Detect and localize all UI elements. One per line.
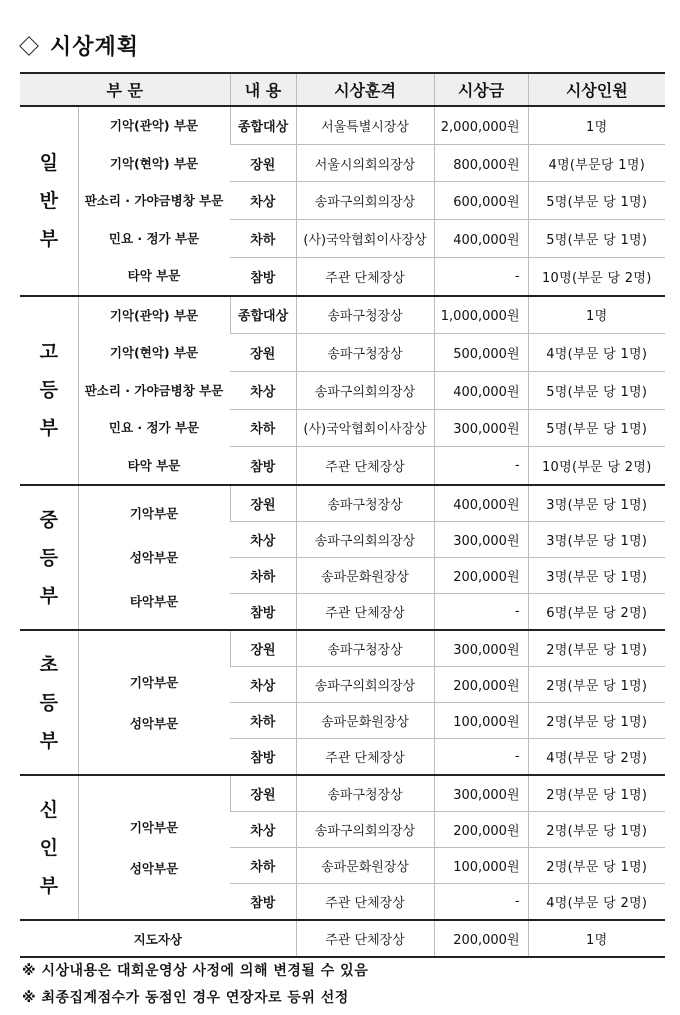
- honor-cell: 송파구의회의장상: [296, 667, 434, 703]
- table-row: [20, 775, 665, 812]
- honor-cell: 송파구의회의장상: [296, 812, 434, 848]
- section-list: [78, 775, 230, 920]
- section-list: [78, 296, 230, 486]
- honor-cell: 주관 단체장상: [296, 739, 434, 776]
- section-name: 민요 · 정가 부문: [108, 420, 200, 435]
- award-cell: 차하: [230, 558, 296, 594]
- honor-cell: (사)국악협회이사장상: [296, 409, 434, 447]
- prize-cell: 400,000원: [434, 485, 528, 522]
- award-cell: 참방: [230, 447, 296, 485]
- prize-cell: 800,000원: [434, 144, 528, 182]
- section-name: 타악 부문: [127, 268, 181, 283]
- table-row: [20, 106, 665, 144]
- teacher-award-row: [20, 920, 665, 957]
- honor-cell: 주관 단체장상: [296, 257, 434, 295]
- award-cell: 차하: [230, 848, 296, 884]
- count-cell: 4명(부문당 1명): [528, 144, 665, 182]
- division-label: [20, 775, 78, 920]
- prize-cell: 500,000원: [434, 334, 528, 372]
- page-title-text: 시상계획: [50, 35, 140, 60]
- division-char: 고: [39, 341, 58, 364]
- count-cell: 2명(부문 당 1명): [528, 848, 665, 884]
- honor-cell: 송파구청장상: [296, 775, 434, 812]
- count-cell: 4명(부문 당 1명): [528, 334, 665, 372]
- count-cell: 6명(부문 당 2명): [528, 594, 665, 631]
- honor-cell: 송파구청장상: [296, 334, 434, 372]
- prize-cell: -: [434, 447, 528, 485]
- section-name: 민요 · 정가 부문: [108, 230, 200, 246]
- count-cell: 2명(부문 당 1명): [528, 775, 665, 812]
- table-row: [20, 296, 665, 334]
- division-char: 부: [39, 584, 58, 607]
- count-cell: 4명(부문 당 2명): [528, 884, 665, 921]
- honor-cell: 주관 단체장상: [296, 594, 434, 631]
- count-cell: 10명(부문 당 2명): [528, 257, 665, 295]
- award-cell: 장원: [230, 775, 296, 812]
- division-char: 등: [39, 546, 58, 569]
- division-char: 초: [39, 653, 58, 676]
- count-cell: 2명(부문 당 1명): [528, 630, 665, 667]
- division-char: 부: [39, 417, 58, 440]
- section-name: 타악부문: [129, 593, 179, 609]
- award-cell: 장원: [230, 334, 296, 372]
- award-cell: 장원: [230, 485, 296, 522]
- section-name: 성악부문: [129, 860, 179, 876]
- count-cell: 5명(부문 당 1명): [528, 182, 665, 220]
- notes: [22, 958, 368, 1012]
- section-list: [78, 106, 230, 296]
- prize-cell: 2,000,000원: [434, 106, 528, 144]
- honor-cell: 송파구의회의장상: [296, 522, 434, 558]
- section-name: 성악부문: [129, 715, 179, 731]
- honor-cell: 서울시의회의장상: [296, 144, 434, 182]
- honor-cell: 송파문화원장상: [296, 848, 434, 884]
- header-prize: 시상금: [434, 73, 528, 106]
- header-honor: 시상훈격: [296, 73, 434, 106]
- prize-cell: 300,000원: [434, 775, 528, 812]
- division-char: 중: [39, 508, 58, 531]
- count-cell: 3명(부문 당 1명): [528, 558, 665, 594]
- prize-cell: 300,000원: [434, 409, 528, 447]
- prize-cell: 1,000,000원: [434, 296, 528, 334]
- honor-cell: 송파문화원장상: [296, 703, 434, 739]
- prize-cell: 300,000원: [434, 522, 528, 558]
- division-char: 일: [39, 151, 58, 174]
- prize-cell: 200,000원: [434, 558, 528, 594]
- prize-cell: 400,000원: [434, 220, 528, 258]
- table-row: [20, 485, 665, 522]
- count-cell: 5명(부문 당 1명): [528, 409, 665, 447]
- note-line: ※ 시상내용은 대회운영상 사정에 의해 변경될 수 있음: [22, 963, 369, 979]
- award-cell: 종합대상: [230, 106, 296, 144]
- count-cell: 10명(부문 당 2명): [528, 447, 665, 485]
- section-name: 기악(현악) 부문: [109, 345, 199, 360]
- header-category: 부 문: [20, 73, 230, 106]
- prize-cell: 200,000원: [434, 667, 528, 703]
- award-cell: 차상: [230, 667, 296, 703]
- section-name: 기악부문: [129, 674, 179, 690]
- division-char: 부: [39, 874, 58, 897]
- award-cell: 차상: [230, 182, 296, 220]
- section-name: 판소리 · 가야금병창 부문: [84, 382, 224, 398]
- count-cell: 2명(부문 당 1명): [528, 703, 665, 739]
- award-cell: 참방: [230, 884, 296, 921]
- page-title: [16, 30, 139, 61]
- section-list: [78, 485, 230, 630]
- section-name: 기악부문: [129, 819, 179, 835]
- honor-cell: 송파문화원장상: [296, 558, 434, 594]
- prize-cell: -: [434, 257, 528, 295]
- division-char: 부: [39, 729, 58, 752]
- honor-cell: 송파구청장상: [296, 630, 434, 667]
- honor-cell: 주관 단체장상: [296, 920, 434, 957]
- prize-cell: 200,000원: [434, 920, 528, 957]
- honor-cell: 송파구청장상: [296, 485, 434, 522]
- count-cell: 2명(부문 당 1명): [528, 812, 665, 848]
- award-cell: 차하: [230, 409, 296, 447]
- table-body: [20, 106, 665, 957]
- section-name: 기악부문: [129, 505, 179, 521]
- section-list: [78, 630, 230, 775]
- prize-cell: 400,000원: [434, 371, 528, 409]
- division-char: 등: [39, 379, 58, 402]
- division-label: [20, 296, 78, 486]
- count-cell: 1명: [528, 106, 665, 144]
- count-cell: 4명(부문 당 2명): [528, 739, 665, 776]
- prize-cell: 300,000원: [434, 630, 528, 667]
- honor-cell: 송파구의회의장상: [296, 182, 434, 220]
- award-cell: 참방: [230, 739, 296, 776]
- count-cell: 5명(부문 당 1명): [528, 220, 665, 258]
- division-char: 인: [39, 836, 58, 859]
- division-char: 부: [39, 227, 58, 250]
- section-name: 기악(관악) 부문: [109, 307, 199, 323]
- prize-cell: 200,000원: [434, 812, 528, 848]
- prize-cell: -: [434, 884, 528, 921]
- award-cell: 참방: [230, 257, 296, 295]
- count-cell: 5명(부문 당 1명): [528, 371, 665, 409]
- section-name: 타악 부문: [127, 457, 181, 473]
- division-char: 반: [39, 189, 58, 212]
- prize-cell: 100,000원: [434, 703, 528, 739]
- award-cell: 장원: [230, 144, 296, 182]
- section-name: 기악(관악) 부문: [109, 118, 199, 133]
- honor-cell: 주관 단체장상: [296, 447, 434, 485]
- honor-cell: (사)국악협회이사장상: [296, 220, 434, 258]
- honor-cell: 송파구청장상: [296, 296, 434, 334]
- count-cell: 1명: [528, 296, 665, 334]
- award-cell: 참방: [230, 594, 296, 631]
- award-cell: 종합대상: [230, 296, 296, 334]
- award-cell: 차상: [230, 812, 296, 848]
- table-row: [20, 630, 665, 667]
- honor-cell: 주관 단체장상: [296, 884, 434, 921]
- header-count: 시상인원: [528, 73, 665, 106]
- count-cell: 3명(부문 당 1명): [528, 522, 665, 558]
- prize-cell: -: [434, 739, 528, 776]
- division-label: [20, 630, 78, 775]
- count-cell: 1명: [528, 920, 665, 957]
- award-cell: 차상: [230, 371, 296, 409]
- award-cell: 차하: [230, 220, 296, 258]
- honor-cell: 서울특별시장상: [296, 106, 434, 144]
- award-cell: 차상: [230, 522, 296, 558]
- honor-cell: 송파구의회의장상: [296, 371, 434, 409]
- section-name: 기악(현악) 부문: [109, 155, 199, 171]
- division-char: 등: [39, 691, 58, 714]
- prize-cell: 600,000원: [434, 182, 528, 220]
- prize-cell: -: [434, 594, 528, 631]
- header-content: 내 용: [230, 73, 296, 106]
- diamond-icon: [19, 36, 39, 56]
- note-line: ※ 최종집계점수가 동점인 경우 연장자로 등위 선정: [22, 990, 349, 1006]
- division-char: 신: [39, 798, 58, 821]
- teacher-award-label: 지도자상: [20, 920, 296, 957]
- count-cell: 2명(부문 당 1명): [528, 667, 665, 703]
- prize-cell: 100,000원: [434, 848, 528, 884]
- section-name: 성악부문: [129, 549, 179, 565]
- table-header-row: [20, 73, 665, 106]
- count-cell: 3명(부문 당 1명): [528, 485, 665, 522]
- award-cell: 차하: [230, 703, 296, 739]
- division-label: [20, 485, 78, 630]
- award-plan-table: [20, 72, 665, 958]
- division-label: [20, 106, 78, 296]
- award-cell: 장원: [230, 630, 296, 667]
- section-name: 판소리 · 가야금병창 부문: [84, 193, 224, 208]
